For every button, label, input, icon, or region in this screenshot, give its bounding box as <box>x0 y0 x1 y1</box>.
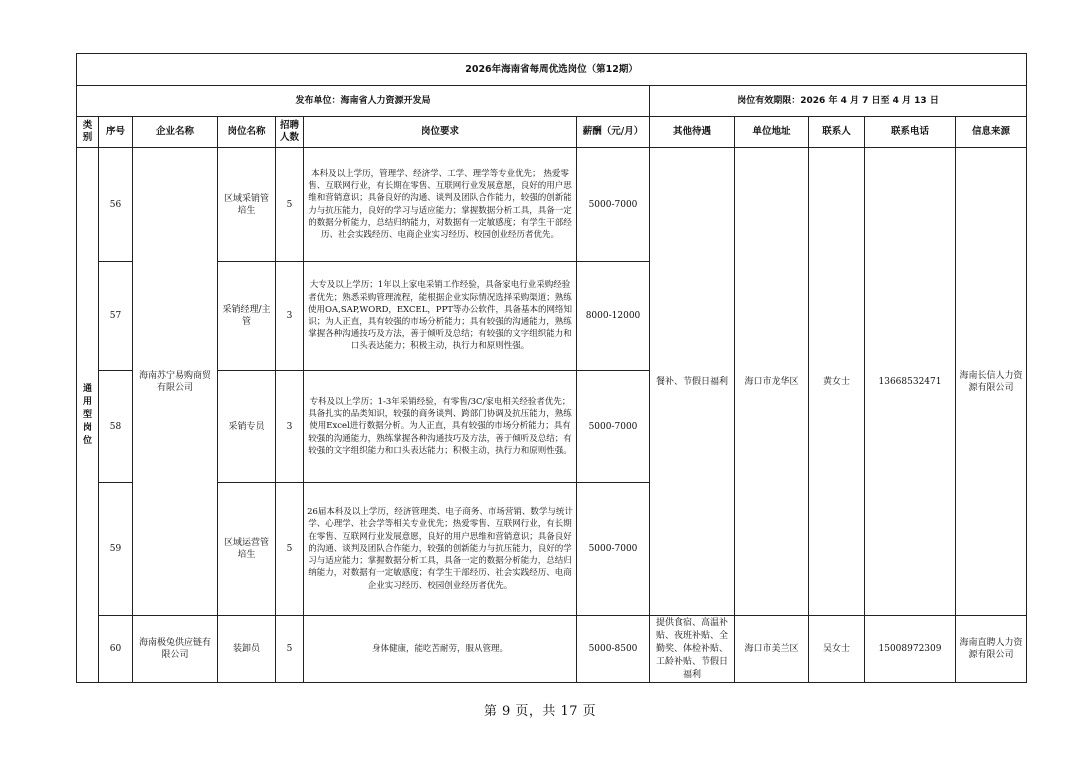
header-count: 招聘人数 <box>276 117 304 148</box>
salary: 8000-12000 <box>577 262 650 371</box>
salary: 5000-7000 <box>577 371 650 483</box>
header-seq: 序号 <box>99 117 133 148</box>
contact-person: 吴女士 <box>809 616 865 683</box>
header-phone: 联系电话 <box>865 117 956 148</box>
header-company: 企业名称 <box>133 117 218 148</box>
job-table-sheet <box>76 53 1026 683</box>
hire-count: 3 <box>276 262 304 371</box>
header-address: 单位地址 <box>735 117 809 148</box>
info-source: 海南长信人力资源有限公司 <box>956 148 1027 616</box>
position-name: 区域采销管培生 <box>218 148 276 262</box>
header-row <box>77 117 1027 148</box>
table-title: 2026年海南省每周优选岗位（第12期） <box>77 54 1027 86</box>
position-name: 采销专员 <box>218 371 276 483</box>
requirements: 本科及以上学历，管理学、经济学、工学、理学等专业优先； 热爱零售、互联网行业，有长期在零售、互联网行业发展意愿，良好的用户思维和营销意识；具备良好的沟通、谈判及团队合作能力，较强的创新能力与抗压能力，良好的学习与适应能力；掌握数据分析工具，具备一定的数据分析能力，总结归纳能力，对数据有一定敏感度；有学生干部经历、社会实践经历、电商企业实习经历、校园创业经历者优先。 <box>304 148 577 262</box>
salary: 5000-8500 <box>577 616 650 683</box>
hire-count: 5 <box>276 483 304 616</box>
requirements: 26届本科及以上学历，经济管理类、电子商务、市场营销、数学与统计学、心理学、社会学等相关专业优先；热爱零售、互联网行业，有长期在零售、互联网行业发展意愿，良好的用户思维和营销意识；具备良好的沟通、谈判及团队合作能力，较强的创新能力与抗压能力，良好的学习与适应能力；掌握数据分析工具，具备一定的数据分析能力，总结归纳能力，对数据有一定敏感度；有学生干部经历、社会实践经历、电商企业实习经历、校园创业经历者优先。 <box>304 483 577 616</box>
company-name: 海南苏宁易购商贸有限公司 <box>133 148 218 616</box>
address: 海口市美兰区 <box>735 616 809 683</box>
benefits: 餐补、节假日福利 <box>650 148 735 616</box>
hire-count: 3 <box>276 371 304 483</box>
salary: 5000-7000 <box>577 483 650 616</box>
header-source: 信息来源 <box>956 117 1027 148</box>
job-table <box>76 53 1027 683</box>
table-row <box>77 616 1027 683</box>
category-cell: 通用型岗位 <box>77 148 99 683</box>
contact-phone: 15008972309 <box>865 616 956 683</box>
header-position: 岗位名称 <box>218 117 276 148</box>
benefits: 提供食宿、高温补贴、夜班补贴、全勤奖、体检补贴、工龄补贴、节假日福利 <box>650 616 735 683</box>
publisher: 发布单位：海南省人力资源开发局 <box>77 86 650 117</box>
page-footer: 第 9 页，共 17 页 <box>483 704 597 719</box>
row-seq: 57 <box>99 262 133 371</box>
address: 海口市龙华区 <box>735 148 809 616</box>
header-contact: 联系人 <box>809 117 865 148</box>
company-name: 海南极兔供应链有限公司 <box>133 616 218 683</box>
requirements: 大专及以上学历；1年以上家电采销工作经验，具备家电行业采购经验者优先；熟悉采购管理流程，能根据企业实际情况选择采购渠道；熟练使用OA,SAP,WORD，EXCEL，PPT等办公软件，具备基本的网络知识；为人正直，具有较强的市场分析能力；具有较强的沟通能力，熟练掌握各种沟通技巧及方法，善于倾听及总结；有较强的文字组织能力和口头表达能力；积极主动，执行力和原则性强。 <box>304 262 577 371</box>
contact-phone: 13668532471 <box>865 148 956 616</box>
row-seq: 60 <box>99 616 133 683</box>
row-seq: 58 <box>99 371 133 483</box>
salary: 5000-7000 <box>577 148 650 262</box>
hire-count: 5 <box>276 616 304 683</box>
header-requirements: 岗位要求 <box>304 117 577 148</box>
info-source: 海南直聘人力资源有限公司 <box>956 616 1027 683</box>
row-seq: 56 <box>99 148 133 262</box>
requirements: 身体健康，能吃苦耐劳，服从管理。 <box>304 616 577 683</box>
requirements: 专科及以上学历；1-3年采销经验，有零售/3C/家电相关经验者优先；具备扎实的品类知识，较强的商务谈判、跨部门协调及抗压能力，熟练使用Excel进行数据分析。为人正直，具有较强的市场分析能力；具有较强的沟通能力，熟练掌握各种沟通技巧及方法，善于倾听及总结；有较强的文字组织能力和口头表达能力；积极主动，执行力和原则性强。 <box>304 371 577 483</box>
position-name: 装卸员 <box>218 616 276 683</box>
hire-count: 5 <box>276 148 304 262</box>
position-name: 采销经理/主管 <box>218 262 276 371</box>
validity-period: 岗位有效期限：2026 年 4 月 7 日至 4 月 13 日 <box>650 86 1027 117</box>
header-salary: 薪酬（元/月） <box>577 117 650 148</box>
position-name: 区域运营管培生 <box>218 483 276 616</box>
row-seq: 59 <box>99 483 133 616</box>
contact-person: 黄女士 <box>809 148 865 616</box>
table-row <box>77 148 1027 262</box>
header-benefits: 其他待遇 <box>650 117 735 148</box>
header-category: 类别 <box>77 117 99 148</box>
